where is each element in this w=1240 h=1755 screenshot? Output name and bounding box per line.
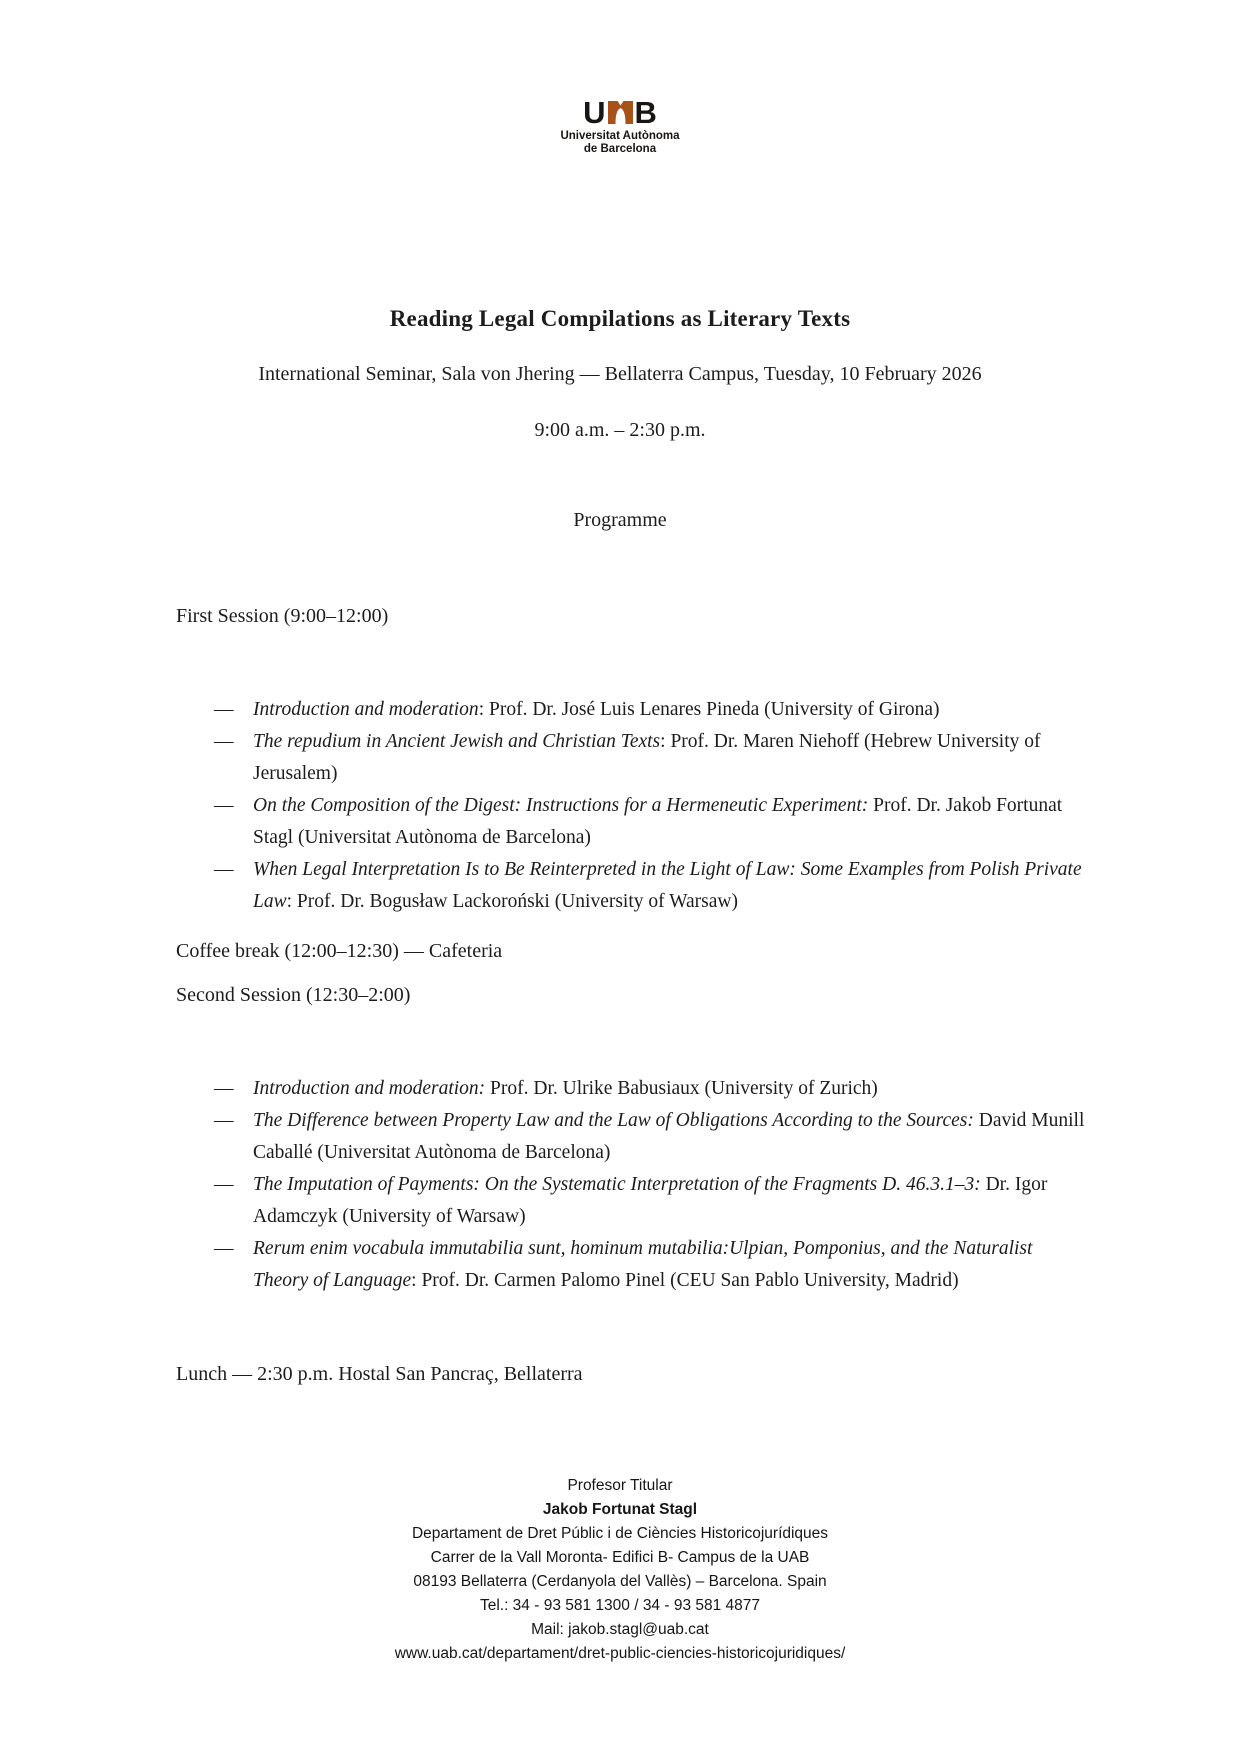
item-title-italic: On the Composition of the Digest: Instructions for a Hermeneutic Experiment:: [253, 795, 869, 816]
footer-website: www.uab.cat/departament/dret-public-ciencies-historicojuridiques/: [394, 1645, 846, 1662]
item-text: On the Composition of the Digest: Instructions for a Hermeneutic Experiment: Prof. Dr. Jakob Fortunat Stagl (Universitat Autònoma de Barcelona): [253, 795, 1063, 848]
page-title: Reading Legal Compilations as Literary Texts: [389, 306, 851, 331]
footer-phone: Tel.: 34 - 93 581 1300 / 34 - 93 581 4877: [479, 1597, 761, 1614]
uab-logo-letters: [0, 95, 1240, 130]
programme-item: [176, 790, 1088, 854]
list-dash: —: [214, 859, 234, 880]
first-session-heading: First Session (9:00–12:00): [176, 605, 389, 627]
list-dash: —: [214, 1078, 234, 1099]
footer-email: Mail: jakob.stagl@uab.cat: [531, 1621, 709, 1638]
programme-content: [0, 603, 1240, 1388]
uab-logo-orgname: [0, 130, 1240, 156]
item-text: When Legal Interpretation Is to Be Reinterpreted in the Light of Law: Some Examples from Polish Private Law: Prof. Dr. Bogusław Lackoroński (University of Warsaw): [253, 859, 1082, 912]
list-dash: —: [214, 1238, 234, 1259]
first-session-list: [176, 694, 1110, 918]
programme-item: [176, 1169, 1088, 1233]
item-title-italic: Introduction and moderation:: [253, 1078, 486, 1099]
logo-letter-b: B: [634, 95, 657, 130]
uab-arch-icon: [608, 101, 633, 124]
item-title-italic: The Imputation of Payments: On the Systematic Interpretation of the Fragments D. 46.3.1–3:: [253, 1174, 981, 1195]
seminar-subtitle: International Seminar, Sala von Jhering — Bellaterra Campus, Tuesday, 10 February 2026: [258, 363, 982, 385]
list-dash: —: [214, 795, 234, 816]
item-text: The repudium in Ancient Jewish and Christian Texts: Prof. Dr. Maren Niehoff (Hebrew University of Jerusalem): [253, 731, 1041, 784]
list-dash: —: [214, 1110, 234, 1131]
programme-label: Programme: [573, 509, 667, 531]
logo-org-line1: Universitat Autònoma: [560, 130, 680, 142]
footer-role: Profesor Titular: [567, 1477, 673, 1494]
programme-item: [176, 1105, 1088, 1169]
logo-org-line2: de Barcelona: [583, 143, 657, 155]
logo-letter-u: U: [583, 95, 606, 130]
item-text: Introduction and moderation: Prof. Dr. Ulrike Babusiaux (University of Zurich): [253, 1078, 878, 1099]
programme-item: [176, 726, 1088, 790]
second-session-list: [176, 1073, 1110, 1297]
item-text: The Imputation of Payments: On the Systematic Interpretation of the Fragments D. 46.3.1–3: Dr. Igor Adamczyk (University of Warsaw): [253, 1174, 1048, 1227]
list-dash: —: [214, 731, 234, 752]
lunch-line: Lunch — 2:30 p.m. Hostal San Pancraç, Bellaterra: [176, 1363, 583, 1385]
programme-item: [176, 1233, 1088, 1297]
item-title-italic: Introduction and moderation: [253, 699, 479, 720]
footer-address: Carrer de la Vall Moronta- Edifici B- Campus de la UAB: [430, 1549, 810, 1566]
contact-footer: [0, 1474, 1240, 1666]
footer-name: Jakob Fortunat Stagl: [542, 1501, 698, 1518]
coffee-break-line: Coffee break (12:00–12:30) — Cafeteria: [176, 940, 503, 962]
list-dash: —: [214, 699, 234, 720]
programme-item: [176, 694, 1088, 726]
programme-item: [176, 854, 1088, 918]
programme-item: [176, 1073, 1088, 1105]
item-text: The Difference between Property Law and the Law of Obligations According to the Sources: David Munill Caballé (Universitat Autònoma de Barcelona): [253, 1110, 1085, 1163]
time-range: 9:00 a.m. – 2:30 p.m.: [534, 419, 706, 441]
item-title-italic: The Difference between Property Law and the Law of Obligations According to the Sources:: [253, 1110, 974, 1131]
item-text: Introduction and moderation: Prof. Dr. José Luis Lenares Pineda (University of Girona): [253, 699, 940, 720]
list-dash: —: [214, 1174, 234, 1195]
item-title-italic: Rerum enim vocabula immutabilia sunt, hominum mutabilia:Ulpian, Pomponius, and the Naturalist Theory of Language: [253, 1238, 1033, 1291]
footer-department: Departament de Dret Públic i de Ciències Historicojurídiques: [411, 1525, 829, 1542]
item-text: Rerum enim vocabula immutabilia sunt, hominum mutabilia:Ulpian, Pomponius, and the Naturalist Theory of Language: Prof. Dr. Carmen Palomo Pinel (CEU San Pablo University, Madrid): [253, 1238, 1033, 1291]
item-title-italic: When Legal Interpretation Is to Be Reinterpreted in the Light of Law: Some Examples from Polish Private Law: [253, 859, 1082, 912]
uab-logo: [0, 95, 1240, 156]
second-session-heading: Second Session (12:30–2:00): [176, 984, 411, 1006]
footer-city: 08193 Bellaterra (Cerdanyola del Vallès) – Barcelona. Spain: [413, 1573, 827, 1590]
item-title-italic: The repudium in Ancient Jewish and Christian Texts: [253, 731, 661, 752]
